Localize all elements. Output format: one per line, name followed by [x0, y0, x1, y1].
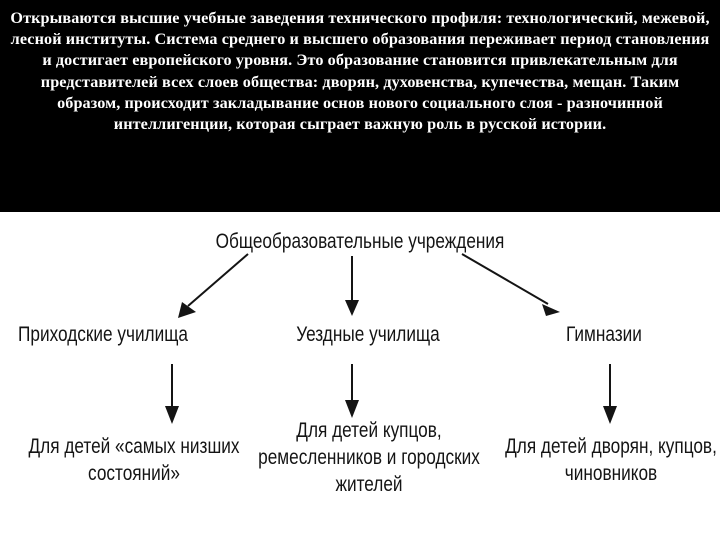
root-node: Общеобразовательные учреждения [215, 230, 505, 253]
audience-line: Для детей «самых низших [28, 435, 240, 458]
audience-line: Для детей купцов, [296, 419, 442, 442]
audience-line: состояний» [88, 462, 180, 485]
intro-panel [0, 0, 720, 212]
audience-line: ремесленников и городских [258, 446, 480, 469]
education-diagram [0, 212, 720, 540]
audience-line: жителей [335, 473, 403, 496]
audience-line: чиновников [564, 462, 658, 485]
intro-paragraph: Открываются высшие учебные заведения технического профиля: технологический, межевой, лесной институты. Система среднего и высшего образования переживает период становления и достигает европейского уровня. Это образование становится привлекательным для представителей всех слоев общества: дворян, духовенства, купечества, мещан. Таким образом, происходит закладывание основ нового социального слоя - разночинной интеллигенции, которая сыграет важную роль в русской истории. [10, 9, 710, 134]
audience-node-gymnasium [500, 433, 720, 487]
school-node-district: Уездные училища [296, 323, 440, 346]
school-node-parish: Приходские училища [18, 323, 188, 346]
school-node-gymnasium: Гимназии [566, 323, 642, 346]
arrowhead-district-target [345, 400, 359, 418]
arrowhead-gymnasium-target [603, 406, 617, 424]
audience-node-district [242, 417, 496, 498]
arrowhead-gymnasium [542, 304, 560, 316]
audience-node-parish [19, 433, 249, 487]
arrowhead-parish [178, 302, 196, 318]
arrow-root-to-parish [188, 254, 248, 306]
arrowhead-parish-target [165, 406, 179, 424]
audience-line: Для детей дворян, купцов, [505, 435, 717, 458]
arrowhead-district [345, 300, 359, 316]
arrow-root-to-gymnasium [462, 254, 548, 304]
